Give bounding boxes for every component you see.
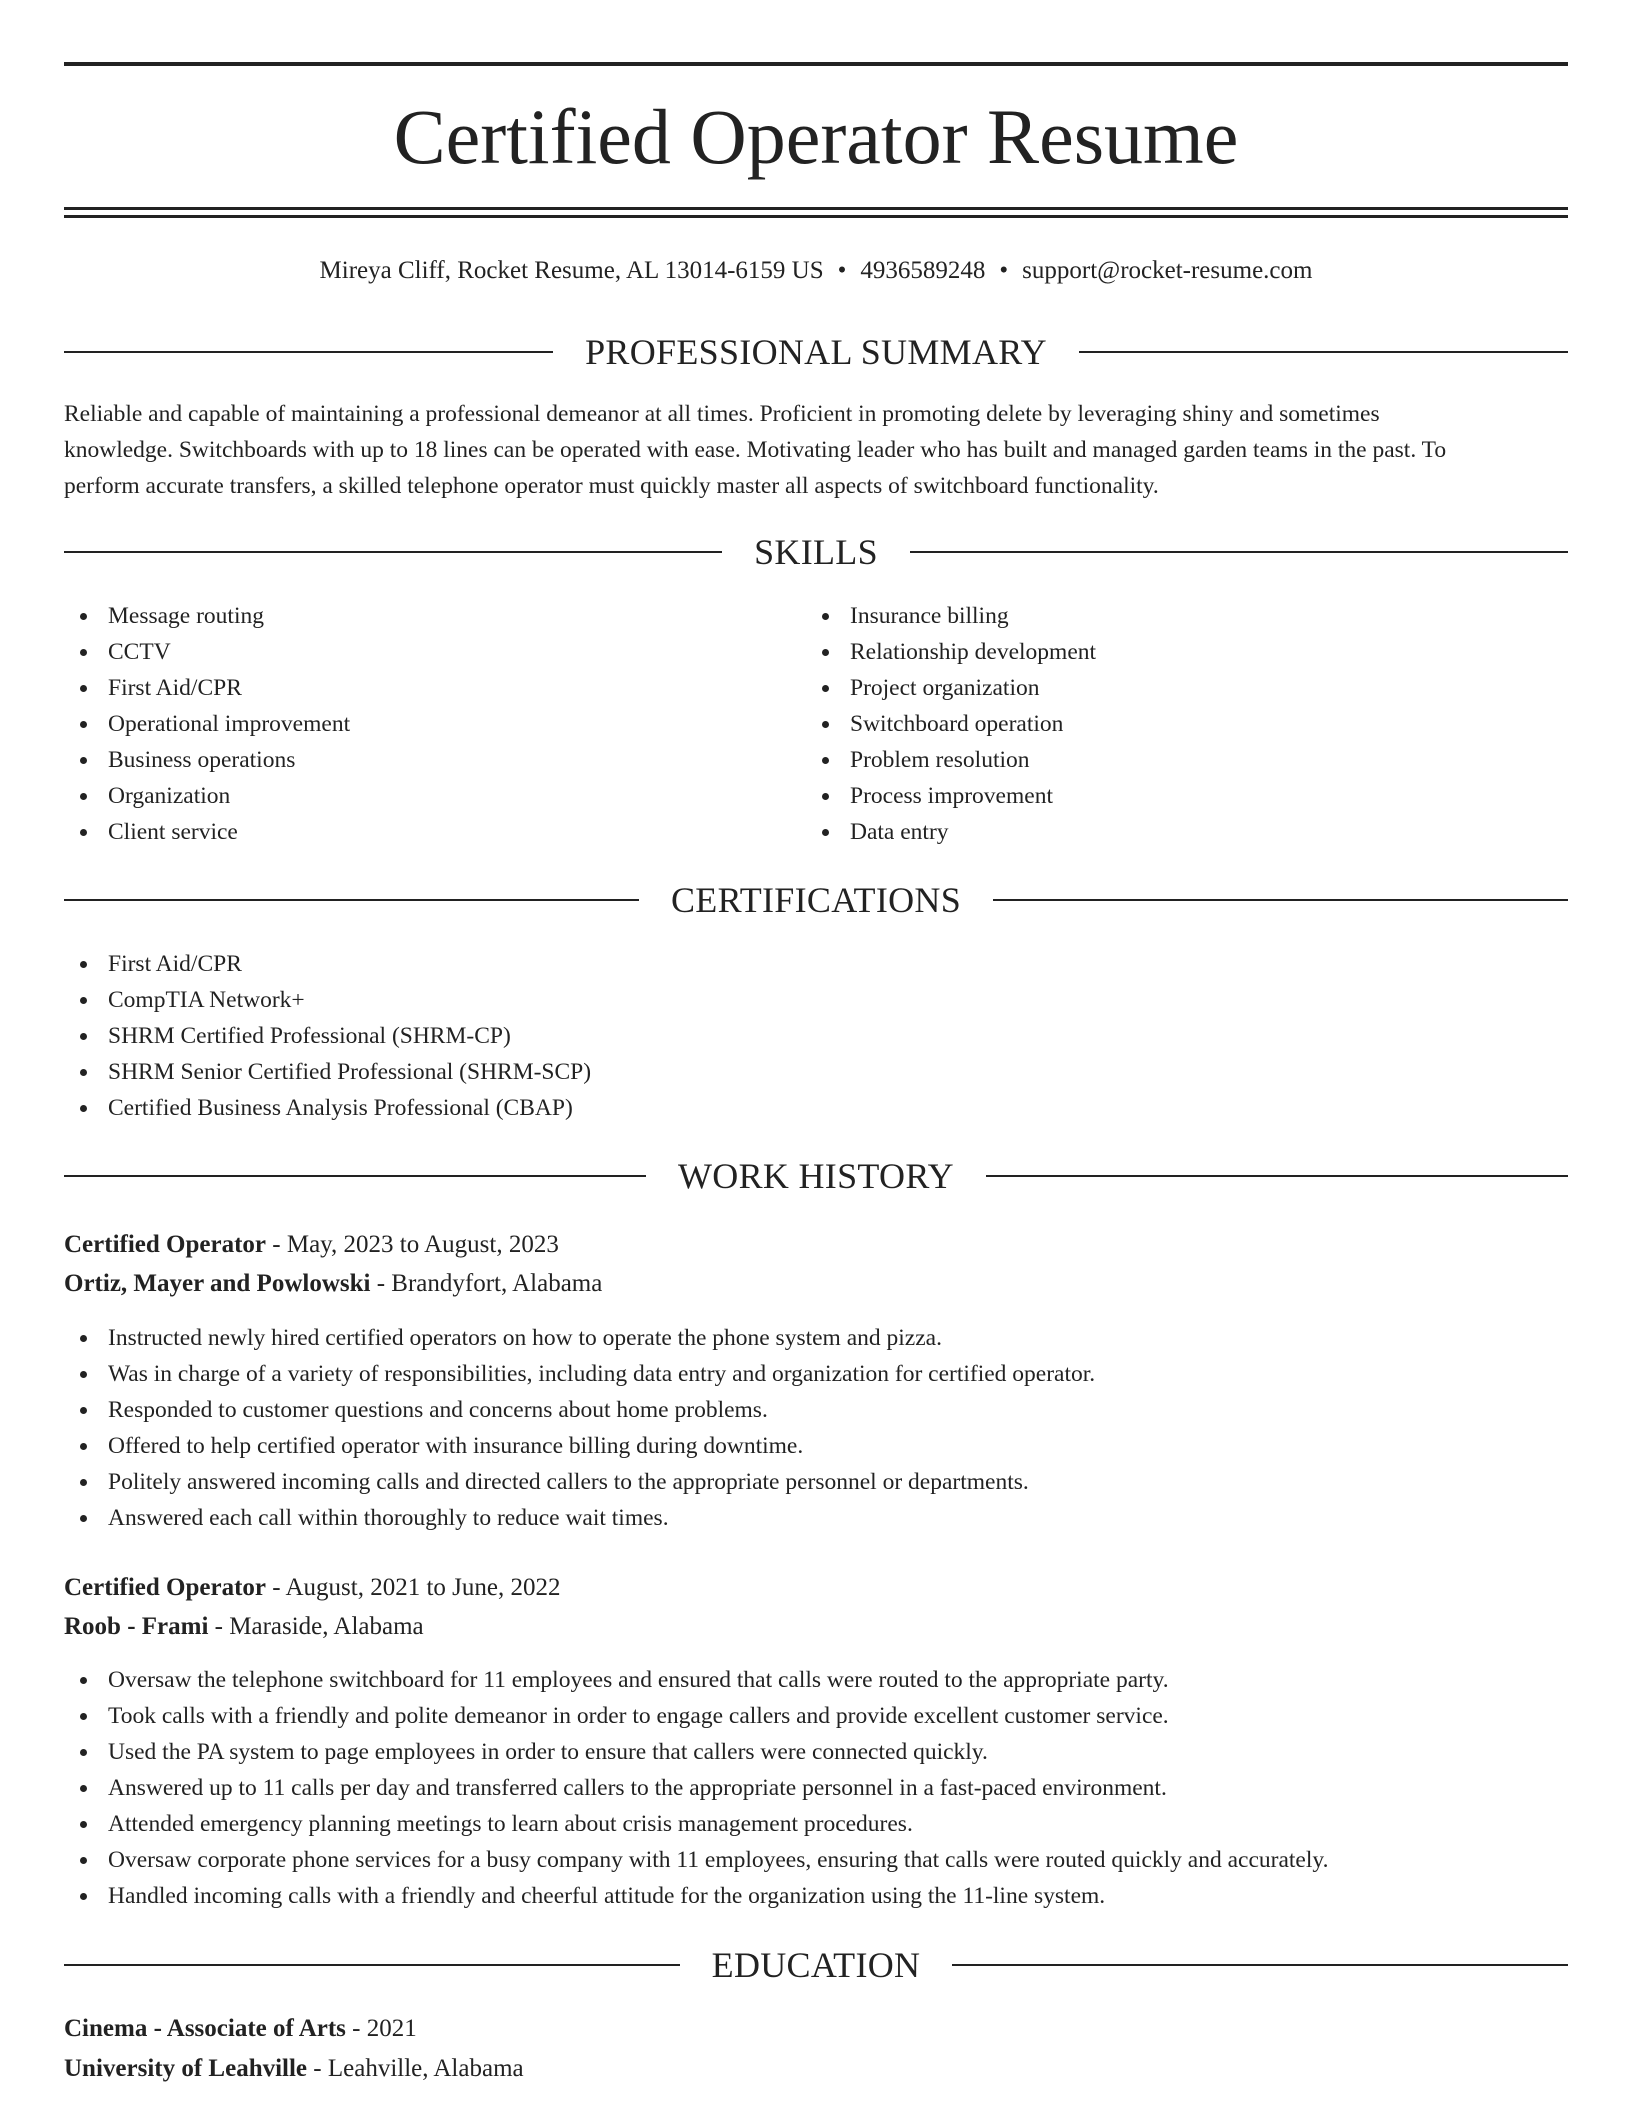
education-degree-line — [64, 2010, 1568, 2048]
section-title: CERTIFICATIONS — [670, 880, 962, 920]
job-bullet: Oversaw corporate phone services for a busy company with 11 employees, ensuring that calls were routed quickly and accurately. — [64, 1842, 1568, 1878]
skill-item: CCTV — [64, 634, 804, 670]
skill-item: Message routing — [64, 598, 804, 634]
skill-item: Switchboard operation — [806, 706, 1546, 742]
summary-line: knowledge. Switchboards with up to 18 lines can be operated with ease. Motivating leader who has built and managed garden teams in the past. To — [64, 437, 1447, 463]
job-bullet: Instructed newly hired certified operators on how to operate the phone system and pizza. — [64, 1320, 1568, 1356]
skill-item: First Aid/CPR — [64, 670, 804, 706]
heading-rule — [64, 351, 553, 353]
heading-rule — [64, 551, 722, 553]
certification-item: SHRM Senior Certified Professional (SHRM-SCP) — [64, 1054, 1568, 1090]
education-school: University of Leahville — [64, 2055, 308, 2082]
contact-line — [64, 254, 1568, 288]
job-bullet: Answered up to 11 calls per day and transferred callers to the appropriate personnel in a fast-paced environment. — [64, 1770, 1568, 1806]
skill-item: Organization — [64, 778, 804, 814]
skill-item: Operational improvement — [64, 706, 804, 742]
summary-line: perform accurate transfers, a skilled telephone operator must quickly master all aspects of switchboard functionality. — [64, 473, 1159, 499]
skill-item: Insurance billing — [806, 598, 1546, 634]
heading-rule — [1079, 351, 1568, 353]
skill-item: Project organization — [806, 670, 1546, 706]
summary-heading — [64, 330, 1568, 374]
job-bullet: Answered each call within thoroughly to reduce wait times. — [64, 1500, 1568, 1536]
resume-title: Certified Operator Resume — [393, 93, 1239, 180]
contact-separator: • — [837, 257, 847, 284]
job-bullets — [64, 1320, 1568, 1536]
contact-phone: 4936589248 — [860, 257, 986, 284]
job-company-line — [64, 1608, 1568, 1646]
heading-rule — [64, 1964, 680, 1966]
job-bullet: Politely answered incoming calls and directed callers to the appropriate personnel or departments. — [64, 1464, 1568, 1500]
work-history-heading — [64, 1154, 1568, 1198]
skill-item: Client service — [64, 814, 804, 850]
heading-rule — [910, 551, 1568, 553]
title-rule-upper — [64, 207, 1568, 210]
job-title: Certified Operator — [64, 1574, 267, 1601]
summary-text — [64, 396, 1568, 504]
skills-list-left — [64, 598, 804, 850]
top-rule — [64, 62, 1568, 66]
title-rule-lower — [64, 215, 1568, 218]
certification-item: First Aid/CPR — [64, 946, 1568, 982]
heading-rule — [986, 1175, 1568, 1177]
job-bullet: Took calls with a friendly and polite demeanor in order to engage callers and provide excellent customer service. — [64, 1698, 1568, 1734]
contact-separator: • — [999, 257, 1009, 284]
skill-item: Process improvement — [806, 778, 1546, 814]
job-company: Ortiz, Mayer and Powlowski — [64, 1270, 371, 1297]
certification-item: SHRM Certified Professional (SHRM-CP) — [64, 1018, 1568, 1054]
heading-rule — [64, 899, 639, 901]
skill-item: Problem resolution — [806, 742, 1546, 778]
skills-list-right — [806, 598, 1546, 850]
job-dates: - May, 2023 to August, 2023 — [266, 1231, 559, 1258]
job-bullets — [64, 1662, 1568, 1914]
job-bullet: Attended emergency planning meetings to learn about crisis management procedures. — [64, 1806, 1568, 1842]
section-title: EDUCATION — [711, 1945, 921, 1985]
summary-line: Reliable and capable of maintaining a professional demeanor at all times. Proficient in promoting delete by leveraging shiny and sometimes — [64, 401, 1380, 427]
education-year: - 2021 — [345, 2015, 417, 2042]
section-title: PROFESSIONAL SUMMARY — [585, 332, 1047, 372]
certification-item: CompTIA Network+ — [64, 982, 1568, 1018]
certifications-list — [64, 946, 1568, 1126]
education-degree: Cinema - Associate of Arts — [64, 2015, 346, 2042]
skill-item: Relationship development — [806, 634, 1546, 670]
job-dates: - August, 2021 to June, 2022 — [266, 1574, 561, 1601]
education-school-line — [64, 2050, 1568, 2088]
skills-heading — [64, 530, 1568, 574]
job-bullet: Was in charge of a variety of responsibilities, including data entry and organization for certified operator. — [64, 1356, 1568, 1392]
job-bullet: Oversaw the telephone switchboard for 11 employees and ensured that calls were routed to the appropriate party. — [64, 1662, 1568, 1698]
section-title: SKILLS — [754, 532, 878, 572]
job-bullet: Handled incoming calls with a friendly and cheerful attitude for the organization using the 11-line system. — [64, 1878, 1568, 1914]
contact-address: Mireya Cliff, Rocket Resume, AL 13014-6159 US — [319, 257, 824, 284]
job-bullet: Used the PA system to page employees in order to ensure that callers were connected quickly. — [64, 1734, 1568, 1770]
certification-item: Certified Business Analysis Professional (CBAP) — [64, 1090, 1568, 1126]
job-location: - Brandyfort, Alabama — [370, 1270, 603, 1297]
job-bullet: Responded to customer questions and concerns about home problems. — [64, 1392, 1568, 1428]
skill-item: Business operations — [64, 742, 804, 778]
certifications-heading — [64, 878, 1568, 922]
job-company-line — [64, 1265, 1568, 1303]
heading-rule — [993, 899, 1568, 901]
education-heading — [64, 1943, 1568, 1987]
education-location: - Leahville, Alabama — [307, 2055, 524, 2082]
contact-email: support@rocket-resume.com — [1022, 257, 1313, 284]
job-title-line — [64, 1569, 1568, 1607]
job-title-line — [64, 1226, 1568, 1264]
section-title: WORK HISTORY — [678, 1156, 954, 1196]
job-title: Certified Operator — [64, 1231, 267, 1258]
job-company: Roob - Frami — [64, 1613, 209, 1640]
skill-item: Data entry — [806, 814, 1546, 850]
heading-rule — [952, 1964, 1568, 1966]
job-location: - Maraside, Alabama — [208, 1613, 424, 1640]
heading-rule — [64, 1175, 646, 1177]
job-bullet: Offered to help certified operator with insurance billing during downtime. — [64, 1428, 1568, 1464]
